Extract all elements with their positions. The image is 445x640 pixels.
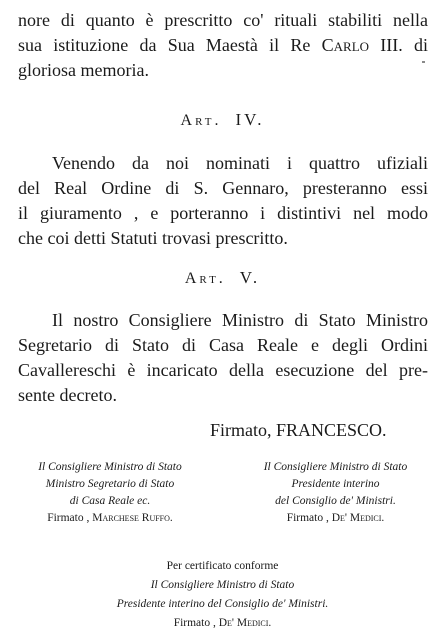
article-5-heading — [0, 268, 445, 288]
article-4-line-4: che coi detti Statuti trovasi prescritto. — [18, 228, 288, 248]
signature-left-prefix: Firmato , — [47, 512, 90, 524]
certification-line-1: Per certificato conforme — [166, 560, 279, 572]
article-5-number: V. — [239, 268, 261, 287]
signature-right-line-3: del Consiglio de' Ministri. — [275, 495, 396, 507]
signature-right-name: De' Medici. — [331, 512, 385, 524]
paragraph-top-line-2: sua istituzione da Sua Maestà il Re Carlo III. di — [18, 35, 428, 55]
article-4-line-2: del Real Ordine di S. Gennaro, presteranno essi — [18, 178, 428, 198]
certification-prefix: Firmato , — [173, 617, 216, 629]
signature-left-line-2: Ministro Segretario di Stato — [45, 478, 175, 490]
signature-block-left — [0, 459, 220, 527]
signature-left-signed — [0, 510, 220, 527]
article-5-line-4: sente decreto. — [18, 385, 117, 405]
print-speck — [422, 61, 425, 63]
paragraph-top-line-1: nore di quanto è prescritto co' rituali stabiliti nella — [18, 10, 428, 30]
certification-signed — [0, 614, 445, 633]
signature-left-line-3: di Casa Reale ec. — [69, 495, 151, 507]
article-5-line-2: Segretario di Stato di Casa Reale e degli Ordini — [18, 335, 428, 355]
certification-block — [0, 557, 445, 633]
royal-signature: Firmato, FRANCESCO. — [210, 420, 387, 440]
article-4-heading — [0, 110, 445, 130]
signature-right-line-1: Il Consigliere Ministro di Stato — [263, 461, 408, 473]
signature-right-prefix: Firmato , — [286, 512, 329, 524]
article-5-line-1: Il nostro Consigliere Ministro di Stato Ministro — [52, 310, 428, 330]
article-4-line-1: Venendo da noi nominati i quattro ufiziali — [52, 153, 428, 173]
signature-block-right — [226, 459, 445, 527]
certification-line-2: Il Consigliere Ministro di Stato — [150, 579, 295, 591]
article-4-number: IV. — [235, 110, 265, 129]
paragraph-top-line-3: gloriosa memoria. — [18, 60, 149, 80]
article-4-label: Art. — [180, 112, 222, 129]
signature-right-signed — [226, 510, 445, 527]
article-5-line-3: Cavallereschi è incaricato della esecuzione del pre- — [18, 360, 428, 380]
certification-line-3: Presidente interino del Consiglio de' Ministri. — [116, 598, 329, 610]
signature-left-line-1: Il Consigliere Ministro di Stato — [38, 461, 182, 473]
article-5-label: Art. — [184, 270, 226, 287]
signature-right-line-2: Presidente interino — [291, 478, 380, 490]
article-4-line-3: il giuramento , e porteranno i distintivi nel modo — [18, 203, 428, 223]
signature-left-name: Marchese Ruffo. — [92, 512, 173, 524]
certification-name: De' Medici. — [218, 617, 272, 629]
